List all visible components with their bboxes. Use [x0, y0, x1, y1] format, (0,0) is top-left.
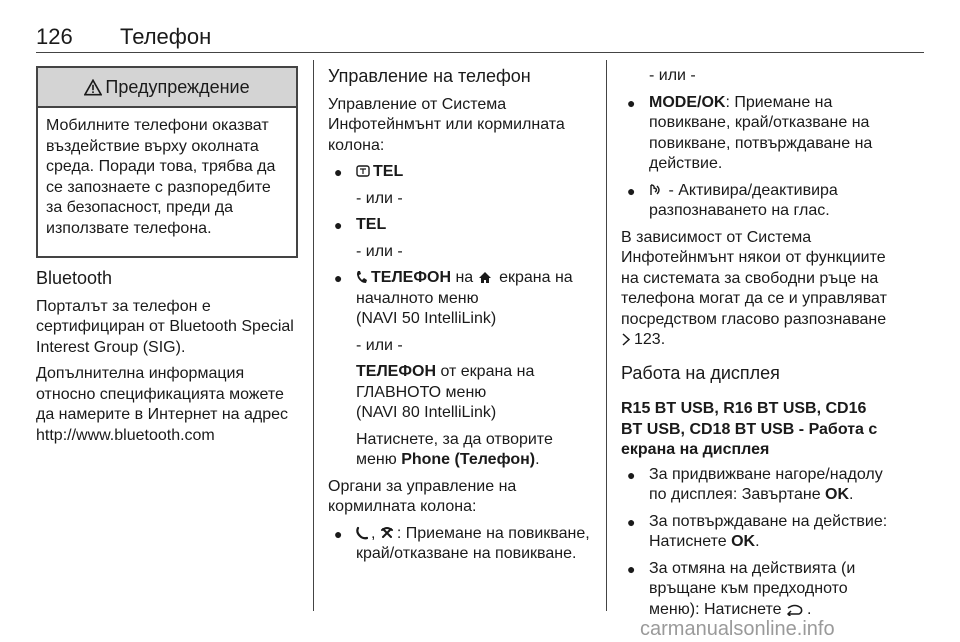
call-end-icon — [380, 526, 394, 540]
phone-control-section: Управление на телефон Управление от Система Инфотейнмънт или кормилната колона: ● TEL - или - ● TEL - или - ● ТЕЛЕФОН на екрана на началното меню (NAVI 50 IntelliLink) - или - ТЕЛЕФОН от екрана на ГЛАВНОТО меню (NAVI 80 IntelliLink) Натиснете, за да отворите меню Phone (Телефон). Органи за управление на кормилната колона: ● , : Приемане на повикване, край/отказване на повикване. — [328, 66, 596, 571]
call-accept-icon — [356, 526, 368, 540]
steering-intro: Органи за управление на кормилната колона: — [328, 477, 517, 515]
page-ref-arrow-icon — [621, 333, 631, 346]
list-item: ● TEL — [334, 216, 387, 233]
page-header — [36, 18, 924, 53]
phone-control-heading: Управление на телефон — [328, 66, 531, 86]
list-item: ● За потвърждаване на действие: Натиснете OK. — [627, 512, 888, 550]
depends-para: В зависимост от Система Инфотейнмънт някои от функциите на системата за свободни ръце на телефона могат да се и управляват посредством гласово разпознаване 123. — [621, 228, 887, 348]
right-column: - или - ● MODE/OK: Приемане на повикване, край/отказване на повикване, потвърждаване на действие. ● - Активира/деактивира разпознаването на глас. В зависимост от Система Инфотейнмънт някои от функциите на системата за свободни ръце на телефона могат да се и управляват посредством гласово разпознаване 123. Работа на дисплея R15 BT USB, R16 BT USB, CD16 BT USB, CD18 BT USB - Работа с екрана на дисплея ● За придвижване нагоре/надолу по дисплея: Завъртане OK. ● За потвърждаване на действие: Натиснете OK. ● За отмяна на действията (и връщане към предходното меню): Натиснете . — [621, 66, 889, 626]
list-item: ● ТЕЛЕФОН на екрана на началното меню (NAVI 50 IntelliLink) — [334, 269, 573, 327]
page-number: 126 — [36, 24, 73, 49]
list-item: ● MODE/OK: Приемане на повикване, край/отказване на повикване, потвърждаване на действие. — [627, 93, 873, 172]
column-divider — [313, 60, 314, 611]
warning-box — [36, 66, 298, 258]
home-icon — [478, 271, 492, 284]
warning-text: Мобилните телефони оказват въздействие върху околната среда. Поради това, трябва да се запознаете с разпоредбите за безопасност, преди да използвате телефона. — [46, 117, 276, 237]
list-item: ● - Активира/деактивира разпознаването на глас. — [627, 181, 838, 219]
bluetooth-para-2: Допълнителна информация относно спецификацията можете да намерите в Интернет на адрес http://www.bluetooth.com — [36, 365, 289, 444]
list-item: ● , : Приемане на повикване, край/отказване на повикване. — [334, 524, 590, 562]
voice-icon — [649, 183, 661, 197]
list-item: ● За придвижване нагоре/надолу по дисплея: Завъртане OK. — [627, 465, 883, 503]
list-item: ● TEL — [334, 163, 404, 180]
bluetooth-heading: Bluetooth — [36, 268, 113, 288]
bluetooth-para-1: Порталът за телефон е сертифициран от Bluetooth Special Interest Group (SIG). — [36, 297, 294, 356]
watermark: carmanualsonline.info — [640, 618, 835, 640]
bluetooth-section — [36, 268, 300, 452]
page-title: Телефон — [120, 24, 212, 49]
display-heading: Работа на дисплея — [621, 362, 780, 383]
warning-header — [38, 68, 296, 108]
handset-icon — [356, 270, 368, 284]
display-subheading: R15 BT USB, R16 BT USB, CD16 BT USB, CD18 BT USB - Работа с екрана на дисплея — [621, 400, 878, 458]
phone-screen-icon — [356, 164, 370, 178]
warning-title: Предупреждение — [105, 76, 250, 97]
back-arrow-icon — [786, 604, 804, 616]
column-divider — [606, 60, 607, 611]
list-item: ● За отмяна на действията (и връщане към предходното меню): Натиснете . — [627, 559, 856, 618]
warning-icon — [84, 79, 102, 96]
phone-control-intro: Управление от Система Инфотейнмънт или кормилната колона: — [328, 95, 565, 154]
